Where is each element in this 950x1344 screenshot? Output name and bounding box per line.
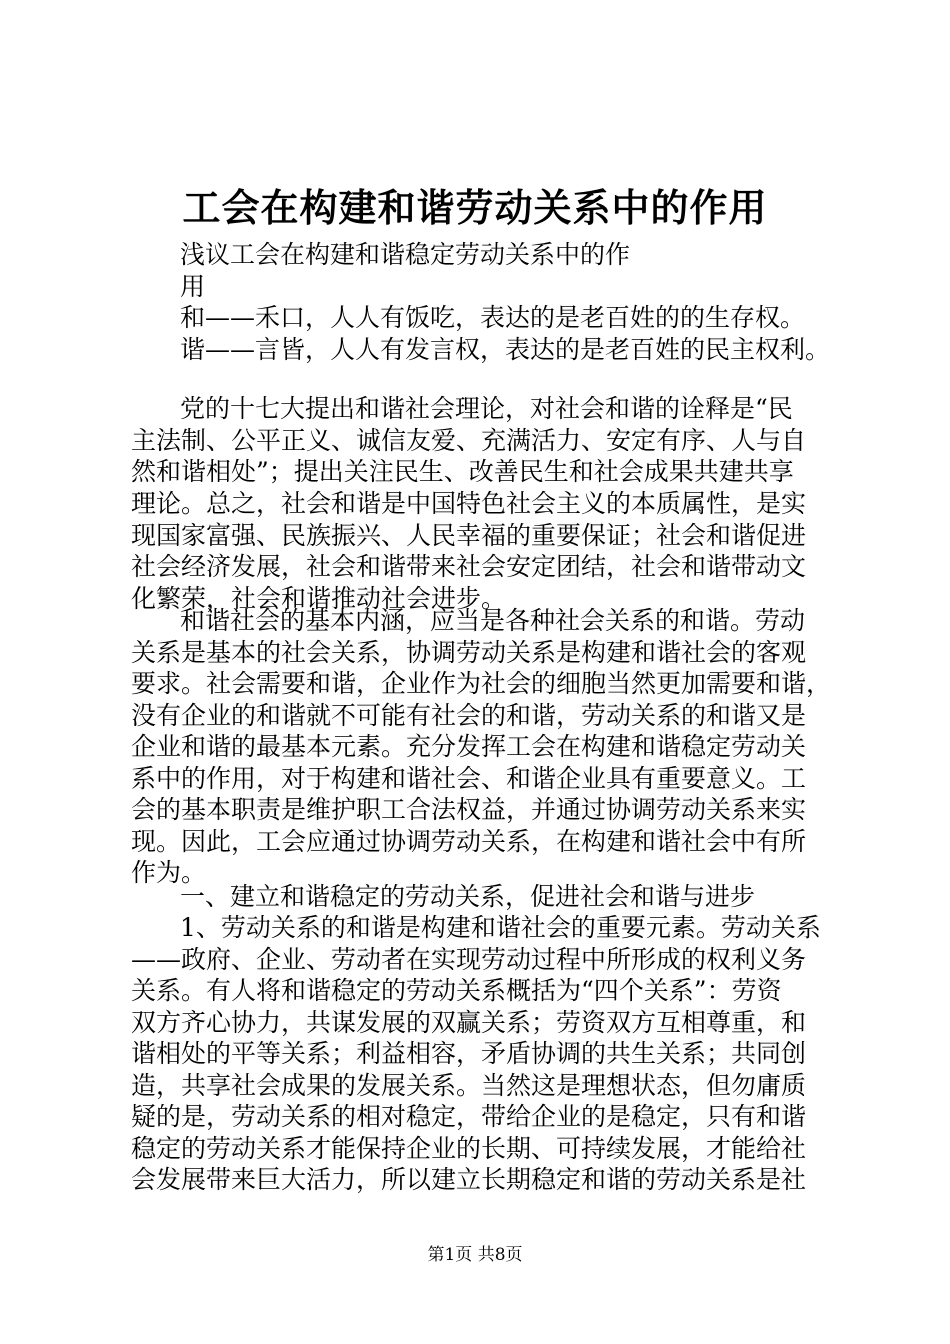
paragraph-line: 系中的作用，对于构建和谐社会、和谐企业具有重要意义。工 bbox=[131, 764, 807, 793]
paragraph-line: 双方齐心协力，共谋发展的双赢关系；劳资双方互相尊重，和 bbox=[131, 1008, 807, 1037]
paragraph-line: 会的基本职责是维护职工合法权益，并通过协调劳动关系来实 bbox=[131, 795, 807, 824]
paragraph-line: 稳定的劳动关系才能保持企业的长期、可持续发展，才能给社 bbox=[131, 1134, 807, 1163]
paragraph-line: 和谐社会的基本内涵，应当是各种社会关系的和谐。劳动 bbox=[180, 606, 806, 635]
paragraph-line: 现。因此，工会应通过协调劳动关系，在构建和谐社会中有所 bbox=[131, 827, 807, 856]
paragraph-line: 现国家富强、民族振兴、人民幸福的重要保证；社会和谐促进 bbox=[131, 521, 807, 550]
paragraph-line: 化繁荣，社会和谐推动社会进步。 bbox=[131, 584, 507, 613]
paragraph-line: 企业和谐的最基本元素。充分发挥工会在构建和谐稳定劳动关 bbox=[131, 732, 807, 761]
paragraph-line: 要求。社会需要和谐，企业作为社会的细胞当然更加需要和谐， bbox=[131, 669, 832, 698]
document-title: 工会在构建和谐劳动关系中的作用 bbox=[182, 185, 768, 230]
subtitle-line: 浅议工会在构建和谐稳定劳动关系中的作 bbox=[180, 240, 631, 269]
paragraph-line: 理论。总之，社会和谐是中国特色社会主义的本质属性，是实 bbox=[131, 489, 807, 518]
paragraph-line: 会发展带来巨大活力，所以建立长期稳定和谐的劳动关系是社 bbox=[131, 1165, 807, 1194]
paragraph-line: 作为。 bbox=[131, 858, 207, 887]
subtitle-line: 用 bbox=[180, 272, 206, 301]
paragraph-line: 关系是基本的社会关系，协调劳动关系是构建和谐社会的客观 bbox=[131, 638, 807, 667]
page-footer: 第1页 共8页 bbox=[427, 1245, 523, 1265]
paragraph-line: 没有企业的和谐就不可能有社会的和谐，劳动关系的和谐又是 bbox=[131, 701, 807, 730]
he-definition-line: 和——禾口，人人有饭吃，表达的是老百姓的的生存权。 bbox=[180, 303, 806, 332]
paragraph-line: 造，共享社会成果的发展关系。当然这是理想状态，但勿庸质 bbox=[131, 1071, 807, 1100]
paragraph-line: 1、劳动关系的和谐是构建和谐社会的重要元素。劳动关系 bbox=[180, 913, 821, 942]
section-heading: 一、建立和谐稳定的劳动关系，促进社会和谐与进步 bbox=[180, 882, 756, 911]
paragraph-line: ——政府、企业、劳动者在实现劳动过程中所形成的权利义务 bbox=[131, 945, 807, 974]
paragraph-line: 谐相处的平等关系；利益相容，矛盾协调的共生关系；共同创 bbox=[131, 1039, 807, 1068]
paragraph-line: 然和谐相处”；提出关注民生、改善民生和社会成果共建共享 bbox=[131, 457, 794, 486]
paragraph-line: 社会经济发展，社会和谐带来社会安定团结，社会和谐带动文 bbox=[131, 552, 807, 581]
paragraph-line: 主法制、公平正义、诚信友爱、充满活力、安定有序、人与自 bbox=[131, 426, 807, 455]
paragraph-line: 疑的是，劳动关系的相对稳定，带给企业的是稳定，只有和谐 bbox=[131, 1102, 807, 1131]
paragraph-line: 关系。有人将和谐稳定的劳动关系概括为“四个关系”：劳资 bbox=[131, 976, 782, 1005]
xie-definition-line: 谐——言皆，人人有发言权，表达的是老百姓的民主权利。 bbox=[180, 335, 831, 364]
paragraph-line: 党的十七大提出和谐社会理论，对社会和谐的诠释是“民 bbox=[180, 394, 793, 423]
